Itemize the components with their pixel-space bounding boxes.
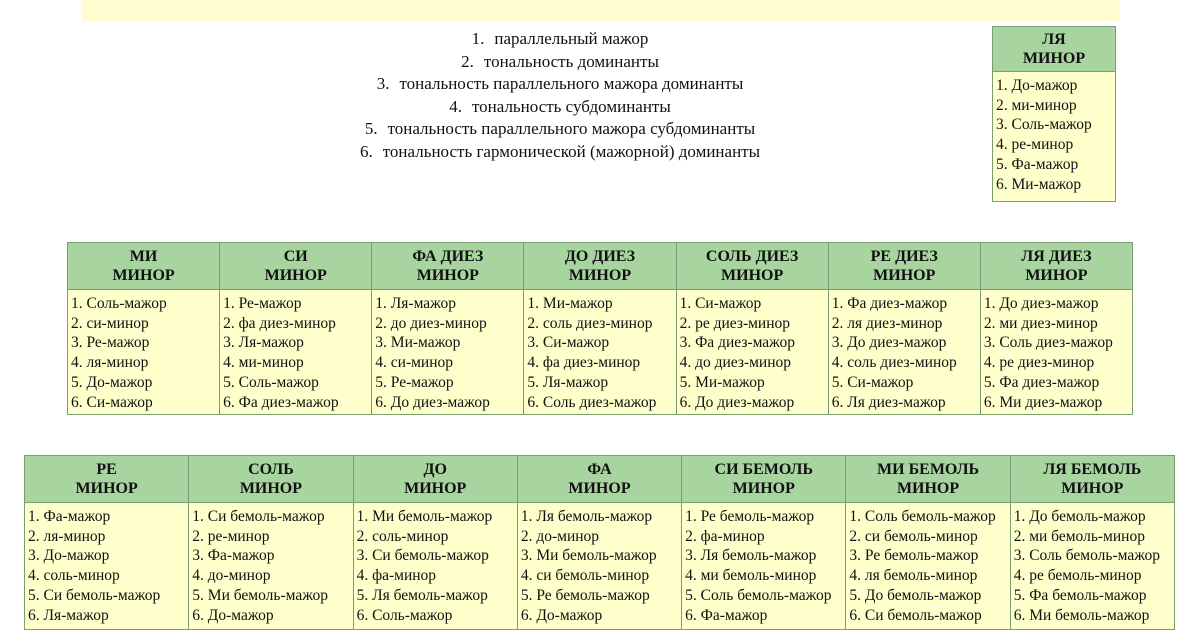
related-key-item: 4. соль диез-минор — [831, 354, 957, 372]
key-mode: МИНОР — [75, 480, 138, 497]
related-key-item: 6. Си бемоль-мажор — [849, 606, 982, 624]
key-name: ЛЯ — [1042, 30, 1066, 48]
key-name: СИ БЕМОЛЬ — [714, 460, 814, 478]
related-key-item: 4. си-минор — [375, 354, 454, 372]
related-key-item: 2. фа-минор — [685, 527, 765, 545]
related-key-item: 3. Фа-мажор — [192, 547, 275, 565]
related-key-item: 4. ре-минор — [996, 136, 1074, 154]
related-key-item: 5. Ми бемоль-мажор — [192, 586, 329, 604]
related-key-item: 3. Ми бемоль-мажор — [520, 547, 657, 565]
related-key-item: 3. Си-мажор — [527, 334, 610, 352]
related-key-item: 2. фа диез-минор — [223, 314, 336, 332]
related-key-item: 1. Ля бемоль-мажор — [520, 508, 653, 525]
related-key-item: 1. Си бемоль-мажор — [192, 508, 325, 525]
related-key-item: 6. Ми-мажор — [996, 175, 1082, 193]
related-key-item: 3. Ля бемоль-мажор — [685, 547, 817, 565]
related-key-item: 5. Фа-мажор — [996, 155, 1079, 173]
related-key-item: 6. До-мажор — [192, 606, 274, 624]
related-key-item: 2. соль-минор — [356, 527, 449, 545]
table-header-row — [993, 27, 1116, 72]
key-mode: МИНОР — [732, 480, 795, 497]
related-key-item: 3. Ми-мажор — [375, 334, 461, 352]
related-keys-cell — [517, 503, 681, 630]
related-key-item: 5. Си-мажор — [831, 373, 914, 391]
related-key-item: 6. До-мажор — [520, 606, 603, 624]
key-mode: МИНОР — [1022, 50, 1086, 67]
related-key-item: 4. до-минор — [192, 567, 271, 585]
key-name: ФА — [587, 460, 612, 478]
key-header-cell — [372, 243, 524, 290]
key-header-cell — [682, 456, 846, 503]
related-keys-cell — [846, 503, 1010, 630]
legend-item — [230, 96, 890, 119]
related-key-item: 2. ля-минор — [28, 527, 106, 545]
key-mode: МИНОР — [112, 267, 175, 284]
key-name: МИ БЕМОЛЬ — [877, 460, 980, 478]
related-key-item: 4. ми бемоль-минор — [685, 567, 817, 585]
key-header-cell — [353, 456, 517, 503]
legend-item-number: 5. — [364, 119, 378, 139]
key-header-cell — [980, 243, 1132, 290]
related-key-item: 5. Фа диез-мажор — [983, 373, 1100, 391]
related-key-item: 4. фа диез-минор — [527, 354, 641, 372]
key-mode: МИНОР — [1025, 267, 1088, 284]
related-key-item: 5. Ля бемоль-мажор — [356, 586, 488, 604]
legend-item-number: 6. — [359, 141, 373, 161]
related-key-item: 3. Фа диез-мажор — [679, 334, 796, 352]
related-keys-cell — [676, 290, 828, 415]
related-key-item: 5. Ля-мажор — [527, 373, 609, 391]
key-name: РЕ — [96, 460, 117, 478]
related-key-item: 1. Ре бемоль-мажор — [685, 508, 815, 525]
key-header-cell — [25, 456, 189, 503]
related-key-item: 5. До-мажор — [71, 373, 153, 391]
key-mode: МИНОР — [404, 480, 467, 497]
related-key-item: 2. до диез-минор — [375, 314, 487, 332]
related-key-item: 6. Си-мажор — [71, 393, 153, 411]
key-mode: МИНОР — [1061, 480, 1124, 497]
related-keys-cell — [682, 503, 846, 630]
top-banner-strip — [82, 0, 1120, 21]
related-key-item: 1. Соль-мажор — [71, 295, 167, 312]
key-header-cell — [220, 243, 372, 290]
key-mode: МИНОР — [721, 267, 784, 284]
related-key-item: 3. Ля-мажор — [223, 334, 304, 352]
table-header-row — [68, 243, 1133, 290]
legend-item-text: тональность параллельного мажора доминанты — [399, 74, 744, 94]
key-mode: МИНОР — [239, 480, 303, 497]
table-body-row — [25, 503, 1175, 630]
key-name: ФА ДИЕЗ — [412, 247, 484, 265]
related-key-item: 1. Ми-мажор — [527, 295, 613, 312]
key-header-cell — [189, 456, 353, 503]
related-keys-cell — [189, 503, 353, 630]
related-key-item: 6. До диез-мажор — [375, 393, 490, 411]
key-mode: МИНОР — [416, 267, 479, 284]
legend-item-number: 1. — [471, 29, 485, 48]
related-key-item: 2. до-минор — [520, 527, 600, 545]
related-key-item: 3. Ре бемоль-мажор — [849, 547, 979, 565]
legend-item-number: 4. — [449, 96, 462, 116]
related-key-item: 2. ля диез-минор — [831, 314, 943, 332]
related-key-item: 6. Ля-мажор — [28, 606, 109, 624]
related-key-item: 4. соль-минор — [28, 567, 120, 585]
related-key-item: 1. Ля-мажор — [375, 295, 456, 312]
legend-item-text: тональность гармонической (мажорной) доминанты — [382, 141, 761, 161]
related-key-item: 2. ми-минор — [996, 96, 1077, 114]
related-key-item: 2. ми бемоль-минор — [1013, 527, 1145, 545]
key-header-cell — [524, 243, 676, 290]
related-keys-cell — [524, 290, 676, 415]
related-key-item: 5. До бемоль-мажор — [849, 586, 982, 604]
related-key-item: 2. ми диез-минор — [983, 314, 1098, 332]
related-keys-cell — [68, 290, 220, 415]
related-key-item: 4. ре бемоль-минор — [1013, 567, 1142, 585]
key-name: СОЛЬ — [248, 460, 294, 478]
related-key-item: 6. Ми диез-мажор — [983, 393, 1103, 411]
related-keys-cell — [828, 290, 980, 415]
related-key-item: 5. Фа бемоль-мажор — [1013, 586, 1147, 604]
key-table-a-minor — [992, 26, 1116, 202]
related-keys-cell — [25, 503, 189, 630]
related-keys-cell — [993, 72, 1116, 202]
key-name: ДО — [423, 460, 447, 478]
legend-item-text: параллельный мажор — [494, 29, 649, 48]
related-key-item: 3. Соль бемоль-мажор — [1013, 547, 1161, 565]
related-key-item: 1. До бемоль-мажор — [1013, 508, 1146, 525]
key-table-flat-minors — [24, 455, 1175, 630]
legend-item — [230, 28, 890, 51]
related-key-item: 6. Фа диез-мажор — [223, 393, 339, 411]
related-key-item: 5. Ми-мажор — [679, 373, 765, 391]
related-key-item: 1. Фа диез-мажор — [831, 295, 948, 312]
key-mode: МИНОР — [896, 480, 960, 497]
related-key-item: 4. ми-минор — [223, 354, 304, 372]
legend-item — [230, 118, 890, 141]
related-key-item: 3. Си бемоль-мажор — [356, 547, 489, 565]
legend-item — [230, 51, 890, 74]
key-name: СОЛЬ ДИЕЗ — [705, 247, 799, 265]
key-mode: МИНОР — [264, 267, 327, 284]
related-key-item: 1. До-мажор — [996, 77, 1078, 94]
related-key-item: 1. До диез-мажор — [983, 295, 1099, 312]
related-key-item: 1. Ре-мажор — [223, 295, 302, 312]
legend-item — [230, 141, 890, 164]
key-header-cell — [846, 456, 1010, 503]
key-header-cell — [68, 243, 220, 290]
related-key-item: 5. Ре бемоль-мажор — [520, 586, 650, 604]
related-keys-cell — [220, 290, 372, 415]
related-key-item: 2. си-минор — [71, 314, 149, 332]
related-keys-cell — [372, 290, 524, 415]
related-key-item: 2. соль диез-минор — [527, 314, 653, 332]
related-key-item: 2. си бемоль-минор — [849, 527, 978, 545]
key-header-cell — [1010, 456, 1174, 503]
related-key-item: 6. Фа-мажор — [685, 606, 768, 624]
key-mode: МИНОР — [873, 267, 936, 284]
related-key-item: 6. Соль диез-мажор — [527, 393, 657, 411]
related-key-item: 5. Соль-мажор — [223, 373, 319, 391]
related-key-item: 5. Соль бемоль-мажор — [685, 586, 832, 604]
legend-item-text: тональность параллельного мажора субдоминанты — [387, 119, 756, 139]
key-name: МИ — [129, 247, 158, 265]
legend-list — [230, 28, 890, 164]
related-key-item: 5. Ре-мажор — [375, 373, 454, 391]
related-key-item: 4. до диез-минор — [679, 354, 792, 372]
key-mode: МИНОР — [568, 267, 632, 284]
related-key-item: 3. До диез-мажор — [831, 334, 947, 352]
legend-item-text: тональность субдоминанты — [471, 96, 671, 116]
legend-item — [230, 73, 890, 96]
legend-item-text: тональность доминанты — [483, 51, 659, 71]
related-key-item: 3. Ре-мажор — [71, 334, 150, 352]
key-name: СИ — [283, 247, 308, 265]
related-key-item: 3. Соль диез-мажор — [983, 334, 1113, 352]
key-header-cell — [828, 243, 980, 290]
key-name: РЕ ДИЕЗ — [870, 247, 938, 265]
related-key-item: 6. До диез-мажор — [679, 393, 795, 411]
related-key-item: 1. Си-мажор — [679, 295, 762, 312]
related-key-item: 4. ля-минор — [71, 354, 149, 372]
related-key-item: 5. Си бемоль-мажор — [28, 586, 161, 604]
key-name: ЛЯ БЕМОЛЬ — [1043, 460, 1142, 478]
related-key-item: 1. Ми бемоль-мажор — [356, 508, 493, 525]
related-key-item: 6. Ля диез-мажор — [831, 393, 946, 411]
related-keys-cell — [353, 503, 517, 630]
key-table-sharp-minors — [67, 242, 1133, 415]
related-key-item: 6. Соль-мажор — [356, 606, 453, 624]
related-key-item: 4. си бемоль-минор — [520, 567, 650, 585]
legend-item-number: 2. — [461, 51, 474, 71]
table-body-row — [993, 72, 1116, 202]
key-mode: МИНОР — [568, 480, 631, 497]
key-name: ЛЯ ДИЕЗ — [1021, 247, 1092, 265]
related-key-item: 2. ре-минор — [192, 527, 270, 545]
key-header-cell — [993, 27, 1116, 72]
related-keys-cell — [980, 290, 1132, 415]
related-key-item: 2. ре диез-минор — [679, 314, 790, 332]
related-key-item: 4. ре диез-минор — [983, 354, 1095, 372]
related-key-item: 4. ля бемоль-минор — [849, 567, 978, 585]
key-header-cell — [517, 456, 681, 503]
related-key-item: 1. Соль бемоль-мажор — [849, 508, 996, 525]
legend-item-number: 3. — [376, 74, 390, 94]
related-key-item: 6. Ми бемоль-мажор — [1013, 606, 1150, 624]
key-name: ДО ДИЕЗ — [564, 247, 636, 265]
related-keys-cell — [1010, 503, 1174, 630]
key-header-cell — [676, 243, 828, 290]
related-key-item: 3. Соль-мажор — [996, 116, 1092, 134]
related-key-item: 3. До-мажор — [28, 547, 110, 565]
table-body-row — [68, 290, 1133, 415]
related-key-item: 1. Фа-мажор — [28, 508, 111, 525]
table-header-row — [25, 456, 1175, 503]
related-key-item: 4. фа-минор — [356, 567, 437, 585]
